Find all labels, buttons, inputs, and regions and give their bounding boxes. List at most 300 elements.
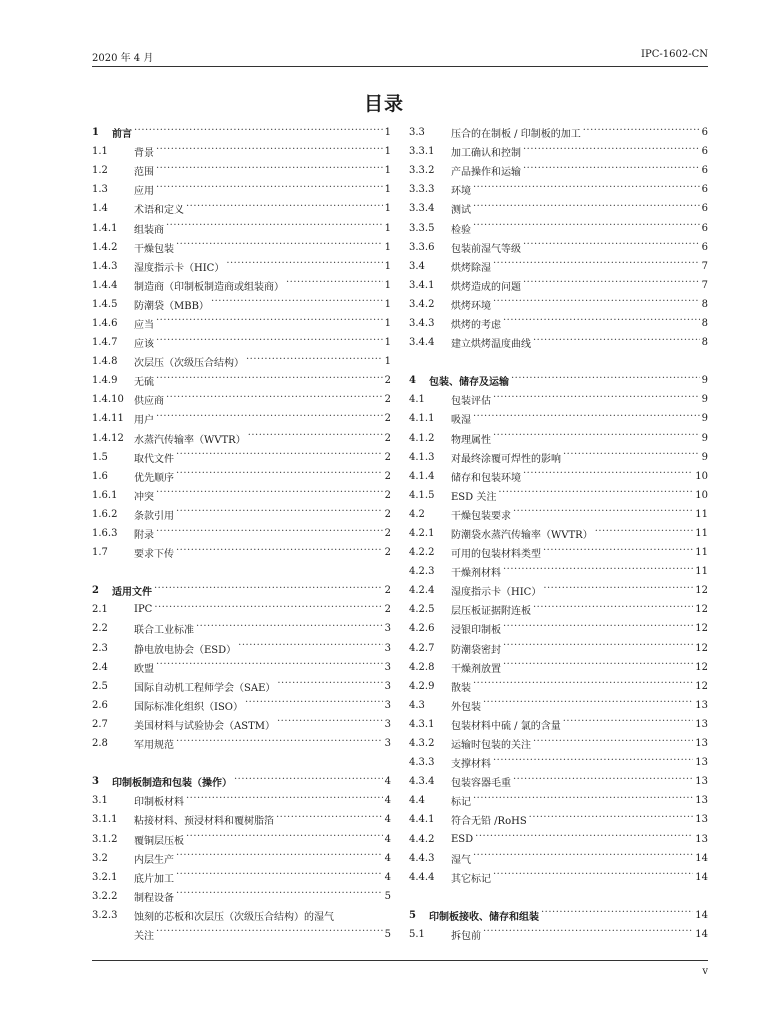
toc-entry[interactable] (409, 868, 708, 887)
toc-entry-page: 4 (384, 852, 391, 864)
toc-dot-leader (156, 166, 383, 176)
toc-entry[interactable] (92, 925, 391, 944)
toc-entry-page: 13 (695, 795, 708, 807)
toc-entry-page: 1 (384, 317, 391, 329)
toc-dot-leader (533, 739, 693, 749)
toc-entry[interactable] (92, 180, 391, 199)
toc-dot-leader (156, 185, 383, 195)
toc-entry[interactable] (409, 257, 708, 276)
toc-entry-title: 湿气 (451, 854, 471, 866)
toc-entry-title: 支撑材料 (451, 759, 491, 771)
toc-dot-leader (503, 624, 693, 634)
toc-section-entry[interactable] (409, 371, 708, 390)
toc-entry[interactable] (92, 486, 391, 505)
toc-entry-title: 其它标记 (451, 873, 491, 885)
toc-entry-title: 要求下传 (134, 549, 174, 561)
toc-entry[interactable] (92, 524, 391, 543)
toc-dot-leader (156, 662, 383, 672)
toc-entry-page: 2 (384, 451, 391, 463)
toc-entry-title: 层压板证据附连板 (451, 606, 531, 618)
toc-entry-number: 4.1.3 (409, 451, 435, 463)
toc-dot-leader (523, 471, 693, 481)
toc-dot-leader (176, 242, 383, 252)
toc-entry[interactable] (92, 371, 391, 390)
toc-dot-leader (511, 376, 700, 386)
toc-entry[interactable] (409, 123, 708, 142)
toc-entry-number: 4.2.9 (409, 680, 435, 692)
toc-entry-number: 3.2.1 (92, 871, 118, 883)
toc-entry-number: 3.4.1 (409, 279, 435, 291)
toc-entry[interactable] (92, 161, 391, 180)
toc-entry-number: 1.6.1 (92, 489, 118, 501)
toc-entry[interactable] (409, 810, 708, 829)
toc-dot-leader (503, 567, 693, 577)
toc-dot-leader (156, 338, 383, 348)
toc-entry-number: 3.3.1 (409, 146, 435, 158)
toc-dot-leader (186, 796, 383, 806)
toc-section-entry[interactable] (409, 906, 708, 925)
toc-entry[interactable] (92, 199, 391, 218)
toc-entry[interactable] (409, 409, 708, 428)
toc-entry[interactable] (92, 715, 391, 734)
toc-entry-title: 范围 (134, 167, 154, 179)
toc-dot-leader (277, 681, 382, 691)
toc-entry[interactable] (409, 333, 708, 352)
toc-dot-leader (473, 853, 693, 863)
toc-entry-page: 1 (384, 241, 391, 253)
toc-entry-page: 4 (384, 795, 391, 807)
toc-entry[interactable] (92, 218, 391, 237)
toc-entry-page: 1 (384, 165, 391, 177)
toc-entry-page: 1 (384, 146, 391, 158)
toc-entry-page: 3 (384, 718, 391, 730)
toc-entry-title: 环境 (451, 186, 471, 198)
toc-entry-number: 3.3.2 (409, 165, 435, 177)
toc-entry[interactable] (409, 543, 708, 562)
toc-entry-number: 4.4.2 (409, 833, 435, 845)
toc-entry[interactable] (409, 753, 708, 772)
toc-section-entry[interactable] (92, 772, 391, 791)
toc-entry-title: 标记 (451, 797, 471, 809)
toc-entry-title: 次层压（次级压合结构） (134, 358, 244, 370)
toc-entry-page: 14 (695, 852, 708, 864)
toc-dot-leader (473, 185, 700, 195)
toc-entry[interactable] (409, 734, 708, 753)
toc-entry-page: 6 (701, 241, 708, 253)
toc-entry-number: 3.3.4 (409, 203, 435, 215)
toc-entry-title: 冲突 (134, 491, 154, 503)
toc-entry-page: 8 (701, 337, 708, 349)
toc-dot-leader (156, 376, 383, 386)
toc-entry[interactable] (409, 218, 708, 237)
toc-entry[interactable] (92, 829, 391, 848)
toc-dot-leader (523, 147, 700, 157)
toc-right-column (409, 123, 708, 944)
toc-entry-number: 5.1 (409, 928, 425, 940)
toc-entry-title: 压合的在制板 / 印制板的加工 (451, 129, 581, 141)
toc-entry[interactable] (409, 715, 708, 734)
toc-entry[interactable] (409, 562, 708, 581)
toc-entry-title: ESD (451, 833, 474, 845)
toc-entry-page: 3 (384, 623, 391, 635)
toc-entry-number: 4.1.1 (409, 413, 435, 425)
toc-entry[interactable] (409, 467, 708, 486)
toc-entry-page: 14 (695, 928, 708, 940)
toc-dot-leader (483, 700, 693, 710)
toc-entry[interactable] (409, 180, 708, 199)
toc-entry-title: 建立烘烤温度曲线 (451, 339, 531, 351)
toc-entry-title: 浸银印制板 (451, 625, 501, 637)
toc-entry[interactable] (92, 619, 391, 638)
toc-dot-leader (503, 643, 693, 653)
toc-entry[interactable] (92, 658, 391, 677)
toc-entry[interactable] (92, 696, 391, 715)
toc-entry-number: 2.6 (92, 699, 108, 711)
toc-entry-page: 13 (695, 833, 708, 845)
toc-dot-leader (166, 223, 383, 233)
toc-entry[interactable] (92, 906, 391, 925)
toc-entry-number: 3.1 (92, 795, 108, 807)
toc-entry[interactable] (409, 925, 708, 944)
toc-entry[interactable] (409, 524, 708, 543)
toc-entry-title: 应当 (134, 319, 154, 331)
toc-entry[interactable] (409, 295, 708, 314)
toc-entry-title: 组装商 (134, 224, 164, 236)
toc-entry[interactable] (92, 543, 391, 562)
toc-entry-number: 1.1 (92, 146, 108, 158)
toc-entry[interactable] (409, 791, 708, 810)
toc-entry-title: 吸湿 (451, 415, 471, 427)
toc-dot-leader (156, 147, 383, 157)
toc-dot-leader (286, 280, 383, 290)
toc-entry-page: 3 (384, 680, 391, 692)
toc-entry-number: 4.1.4 (409, 470, 435, 482)
toc-entry[interactable] (92, 734, 391, 753)
toc-entry-title: 供应商 (134, 396, 164, 408)
toc-entry[interactable] (409, 390, 708, 409)
toc-entry-page: 6 (701, 184, 708, 196)
toc-dot-leader (533, 605, 693, 615)
toc-entry[interactable] (92, 429, 391, 448)
toc-entry-page: 12 (695, 623, 708, 635)
toc-entry-title: 静电放电协会（ESD） (134, 644, 237, 656)
toc-entry-number: 3.4 (409, 260, 425, 272)
toc-entry-number: 5 (409, 909, 416, 921)
toc-entry-title: 覆铜层压板 (134, 835, 184, 847)
toc-entry-title: 应用 (134, 186, 154, 198)
toc-left-column (92, 123, 391, 944)
toc-entry[interactable] (92, 600, 391, 619)
toc-entry-title: 干燥剂放置 (451, 663, 501, 675)
header-doc-id: IPC-1602-CN (641, 49, 708, 60)
toc-dot-leader (176, 471, 383, 481)
toc-entry-page: 6 (701, 165, 708, 177)
toc-entry-title: 适用文件 (112, 587, 152, 599)
toc-entry-number: 4.4 (409, 795, 425, 807)
toc-dot-leader (533, 338, 700, 348)
toc-entry[interactable] (92, 314, 391, 333)
toc-entry-page: 9 (701, 451, 708, 463)
toc-entry-page: 3 (384, 642, 391, 654)
toc-dot-leader (473, 204, 700, 214)
toc-entry-title: 粘接材料、预浸材料和覆树脂箔 (134, 816, 274, 828)
toc-dot-leader (176, 891, 383, 901)
toc-entry-page: 1 (384, 337, 391, 349)
toc-entry-number: 1.4.8 (92, 356, 118, 368)
toc-entry-title: 国际标准化组织（ISO） (134, 701, 243, 713)
toc-entry-page: 2 (384, 470, 391, 482)
toc-entry-title: 底片加工 (134, 873, 174, 885)
toc-dot-leader (543, 586, 693, 596)
toc-entry-title: 烘烤环境 (451, 300, 491, 312)
footer-page-number: v (702, 966, 708, 977)
toc-entry-title: 储存和包装环境 (451, 472, 521, 484)
toc-entry-title: 背景 (134, 148, 154, 160)
toc-entry-title: 防潮袋水蒸汽传输率（WVTR） (451, 530, 593, 542)
toc-entry-page: 4 (384, 776, 391, 788)
toc-entry[interactable] (409, 161, 708, 180)
toc-entry-number: 1.4.7 (92, 337, 118, 349)
toc-dot-leader (513, 777, 693, 787)
toc-entry-title: 湿度指示卡（HIC） (451, 587, 542, 599)
toc-entry-number: 1.2 (92, 165, 108, 177)
toc-entry-page: 1 (384, 203, 391, 215)
toc-dot-leader (277, 719, 383, 729)
toc-entry-title: 防潮袋（MBB） (134, 300, 209, 312)
toc-entry[interactable] (409, 276, 708, 295)
toc-entry[interactable] (409, 238, 708, 257)
toc-entry[interactable] (92, 505, 391, 524)
toc-entry-number: 1.4.3 (92, 260, 118, 272)
toc-entry-number: 1.4.4 (92, 279, 118, 291)
toc-dot-leader (176, 452, 383, 462)
toc-entry-number: 2.7 (92, 718, 108, 730)
toc-dot-leader (248, 433, 383, 443)
toc-entry-page: 12 (695, 680, 708, 692)
toc-entry-title: 印制板材料 (134, 797, 184, 809)
toc-entry-title: 美国材料与试验协会（ASTM） (134, 720, 275, 732)
toc-entry-number: 3.3 (409, 127, 425, 139)
toc-entry-page: 12 (695, 642, 708, 654)
toc-dot-leader (176, 739, 383, 749)
toc-dot-leader (156, 490, 383, 500)
toc-entry-number: 1.4.1 (92, 222, 118, 234)
toc-entry-page: 9 (701, 394, 708, 406)
toc-entry-title: 条款引用 (134, 510, 174, 522)
toc-dot-leader (156, 318, 383, 328)
toc-entry[interactable] (409, 619, 708, 638)
toc-entry-title: 包装容器毛重 (451, 778, 511, 790)
toc-entry-page: 6 (701, 146, 708, 158)
toc-entry[interactable] (92, 677, 391, 696)
toc-dot-leader (513, 509, 693, 519)
toc-entry[interactable] (409, 677, 708, 696)
toc-entry[interactable] (92, 849, 391, 868)
page-title: 目录 (363, 93, 404, 115)
toc-entry-title: 对最终涂覆可焊性的影响 (451, 453, 561, 465)
toc-entry-number: 1.4.10 (92, 394, 124, 406)
toc-entry[interactable] (92, 467, 391, 486)
toc-entry-page: 13 (695, 814, 708, 826)
toc-entry[interactable] (92, 639, 391, 658)
toc-entry-number: 4.3.4 (409, 776, 435, 788)
toc-entry[interactable] (409, 829, 708, 848)
toc-entry-number: 4 (409, 375, 416, 387)
toc-entry-page: 9 (701, 432, 708, 444)
toc-entry[interactable] (92, 810, 391, 829)
toc-entry-title: 加工确认和控制 (451, 148, 521, 160)
toc-entry[interactable] (409, 658, 708, 677)
toc-entry-title: 拆包前 (451, 930, 481, 942)
toc-dot-leader (473, 223, 700, 233)
toc-entry-number: 3.4.4 (409, 337, 435, 349)
toc-entry[interactable] (409, 849, 708, 868)
toc-entry-page: 13 (695, 757, 708, 769)
toc-entry-number: 3.1.1 (92, 814, 118, 826)
toc-entry[interactable] (92, 276, 391, 295)
toc-entry-page: 8 (701, 317, 708, 329)
toc-entry[interactable] (409, 314, 708, 333)
toc-entry-number: 1.6.2 (92, 508, 118, 520)
toc-entry[interactable] (92, 791, 391, 810)
toc-entry-number: 1 (92, 127, 99, 139)
toc-entry-number: 3.3.6 (409, 241, 435, 253)
header-rule (92, 66, 708, 67)
toc-entry-page: 6 (701, 127, 708, 139)
toc-entry-page: 4 (384, 871, 391, 883)
toc-dot-leader (493, 299, 700, 309)
toc-dot-leader (134, 128, 383, 138)
toc-entry[interactable] (92, 352, 391, 371)
toc-entry[interactable] (92, 448, 391, 467)
toc-entry-title: 印制板接收、储存和组装 (429, 911, 539, 923)
toc-entry-title: 水蒸汽传输率（WVTR） (134, 434, 246, 446)
toc-entry-number: 4.2.7 (409, 642, 435, 654)
footer-rule (92, 960, 708, 961)
toc-entry[interactable] (409, 448, 708, 467)
toc-entry-number: 2 (92, 585, 99, 597)
toc-entry-number: 4.4.3 (409, 852, 435, 864)
toc-entry-page: 1 (384, 127, 391, 139)
toc-entry-title: 包装评估 (451, 396, 491, 408)
toc-entry[interactable] (92, 333, 391, 352)
toc-entry-number: 2.1 (92, 604, 108, 616)
toc-entry-page: 10 (695, 470, 708, 482)
toc-entry-number: 3.4.2 (409, 298, 435, 310)
toc-entry[interactable] (409, 639, 708, 658)
toc-entry-title: 术语和定义 (134, 205, 184, 217)
toc-entry[interactable] (92, 887, 391, 906)
toc-dot-leader (211, 299, 383, 309)
toc-dot-leader (523, 242, 700, 252)
toc-dot-leader (529, 815, 694, 825)
toc-dot-leader (483, 929, 693, 939)
toc-entry-number: 4.2.2 (409, 547, 435, 559)
toc-entry-title: 联合工业标准 (134, 625, 194, 637)
toc-dot-leader (493, 433, 700, 443)
toc-entry[interactable] (92, 295, 391, 314)
toc-dot-leader (498, 490, 693, 500)
toc-entry-title: 干燥包装 (134, 243, 174, 255)
toc-entry-number: 3 (92, 776, 99, 788)
toc-dot-leader (473, 681, 693, 691)
toc-entry-title: 取代文件 (134, 453, 174, 465)
toc-section-entry[interactable] (92, 581, 391, 600)
toc-entry[interactable] (409, 429, 708, 448)
toc-entry-title: 包装、储存及运输 (429, 377, 509, 389)
toc-entry-page: 2 (384, 585, 391, 597)
toc-entry-number: 3.1.2 (92, 833, 118, 845)
toc-entry[interactable] (92, 238, 391, 257)
toc-entry[interactable] (409, 142, 708, 161)
toc-entry-title: 物理属性 (451, 434, 491, 446)
toc-dot-leader (473, 796, 693, 806)
toc-entry-title: 烘烤造成的问题 (451, 281, 521, 293)
toc-entry-title: 外包装 (451, 701, 481, 713)
toc-entry-page: 2 (384, 508, 391, 520)
toc-dot-leader (493, 395, 700, 405)
toc-entry[interactable] (92, 390, 391, 409)
toc-entry[interactable] (409, 600, 708, 619)
toc-entry-title: 附录 (134, 530, 154, 542)
toc-entry-page: 2 (384, 604, 391, 616)
toc-entry-page: 5 (384, 928, 391, 940)
toc-dot-leader (493, 872, 693, 882)
toc-entry-number: 1.3 (92, 184, 108, 196)
toc-entry-number: 4.3 (409, 699, 425, 711)
toc-entry[interactable] (92, 409, 391, 428)
toc-entry-page: 9 (701, 413, 708, 425)
toc-entry[interactable] (409, 199, 708, 218)
toc-entry[interactable] (409, 696, 708, 715)
toc-dot-leader (186, 204, 383, 214)
toc-entry-page: 9 (701, 375, 708, 387)
toc-entry[interactable] (92, 142, 391, 161)
toc-spacer (92, 753, 391, 772)
toc-entry[interactable] (92, 257, 391, 276)
toc-entry[interactable] (409, 581, 708, 600)
toc-section-entry[interactable] (92, 123, 391, 142)
toc-dot-leader (503, 662, 693, 672)
toc-entry-number: 4.4.4 (409, 871, 435, 883)
toc-entry-number: 1.7 (92, 547, 108, 559)
header-date: 2020 年 4 月 (92, 53, 154, 64)
toc-dot-leader (176, 509, 383, 519)
toc-entry-number: 3.2.2 (92, 890, 118, 902)
toc-entry-number: 2.8 (92, 738, 108, 750)
toc-dot-leader (156, 929, 383, 939)
toc-entry[interactable] (92, 868, 391, 887)
toc-entry-page: 6 (701, 203, 708, 215)
toc-entry-page: 2 (384, 413, 391, 425)
toc-entry[interactable] (409, 486, 708, 505)
toc-dot-leader (276, 815, 383, 825)
toc-entry-page: 2 (384, 432, 391, 444)
toc-dot-leader (563, 719, 694, 729)
toc-entry-title: 国际自动机工程师学会（SAE） (134, 682, 276, 694)
toc-entry-number: 1.6 (92, 470, 108, 482)
toc-entry-page: 3 (384, 661, 391, 673)
toc-entry-page: 11 (695, 566, 708, 578)
toc-entry[interactable] (409, 505, 708, 524)
toc-dot-leader (166, 395, 383, 405)
toc-entry-number: 3.4.3 (409, 317, 435, 329)
toc-entry-title: 散装 (451, 682, 471, 694)
toc-entry[interactable] (409, 772, 708, 791)
toc-dot-leader (246, 357, 383, 367)
toc-dot-leader (583, 128, 700, 138)
toc-entry-number: 3.2 (92, 852, 108, 864)
